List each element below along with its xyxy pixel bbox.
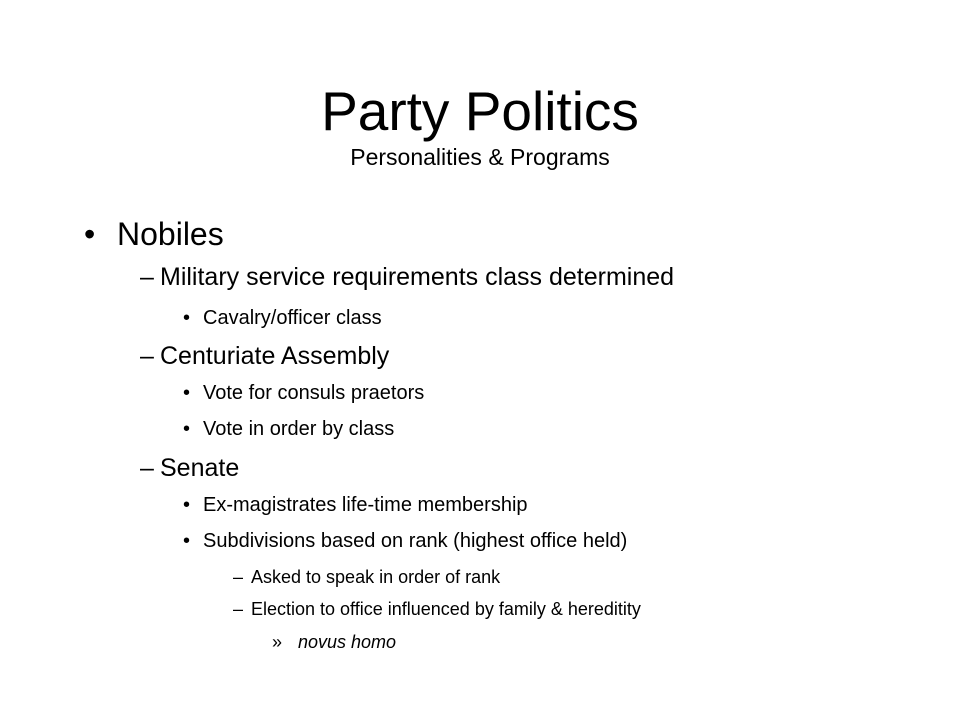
- dash-marker: –: [140, 263, 154, 291]
- bullet-marker: •: [84, 216, 96, 252]
- slide-title: Party Politics: [321, 80, 639, 142]
- dash-marker: –: [140, 454, 154, 482]
- slide-subtitle: Personalities & Programs: [350, 144, 610, 170]
- outline-item: Nobiles: [117, 216, 224, 252]
- dash-marker: –: [233, 567, 244, 587]
- bullet-marker: •: [183, 418, 191, 440]
- outline-item: novus homo: [298, 632, 397, 652]
- bullet-marker: •: [183, 307, 191, 329]
- outline-item: Subdivisions based on rank (highest office held): [203, 530, 628, 552]
- outline-item: Asked to speak in order of rank: [251, 567, 501, 587]
- outline-item: Ex-magistrates life-time membership: [203, 494, 528, 516]
- outline-item: Cavalry/officer class: [203, 307, 382, 329]
- outline-item: Election to office influenced by family & hereditity: [251, 599, 641, 619]
- outline-item: Vote in order by class: [203, 418, 395, 440]
- outline-item: Senate: [160, 454, 240, 482]
- chevron-marker: »: [272, 632, 283, 652]
- title-block: [0, 78, 960, 170]
- bullet-marker: •: [183, 382, 191, 404]
- outline-item: Vote for consuls praetors: [203, 382, 425, 404]
- outline-item: Centuriate Assembly: [160, 342, 390, 370]
- dash-marker: –: [233, 599, 244, 619]
- outline-item: Military service requirements class determined: [160, 263, 675, 291]
- bullet-marker: •: [183, 530, 191, 552]
- bullet-marker: •: [183, 494, 191, 516]
- dash-marker: –: [140, 342, 154, 370]
